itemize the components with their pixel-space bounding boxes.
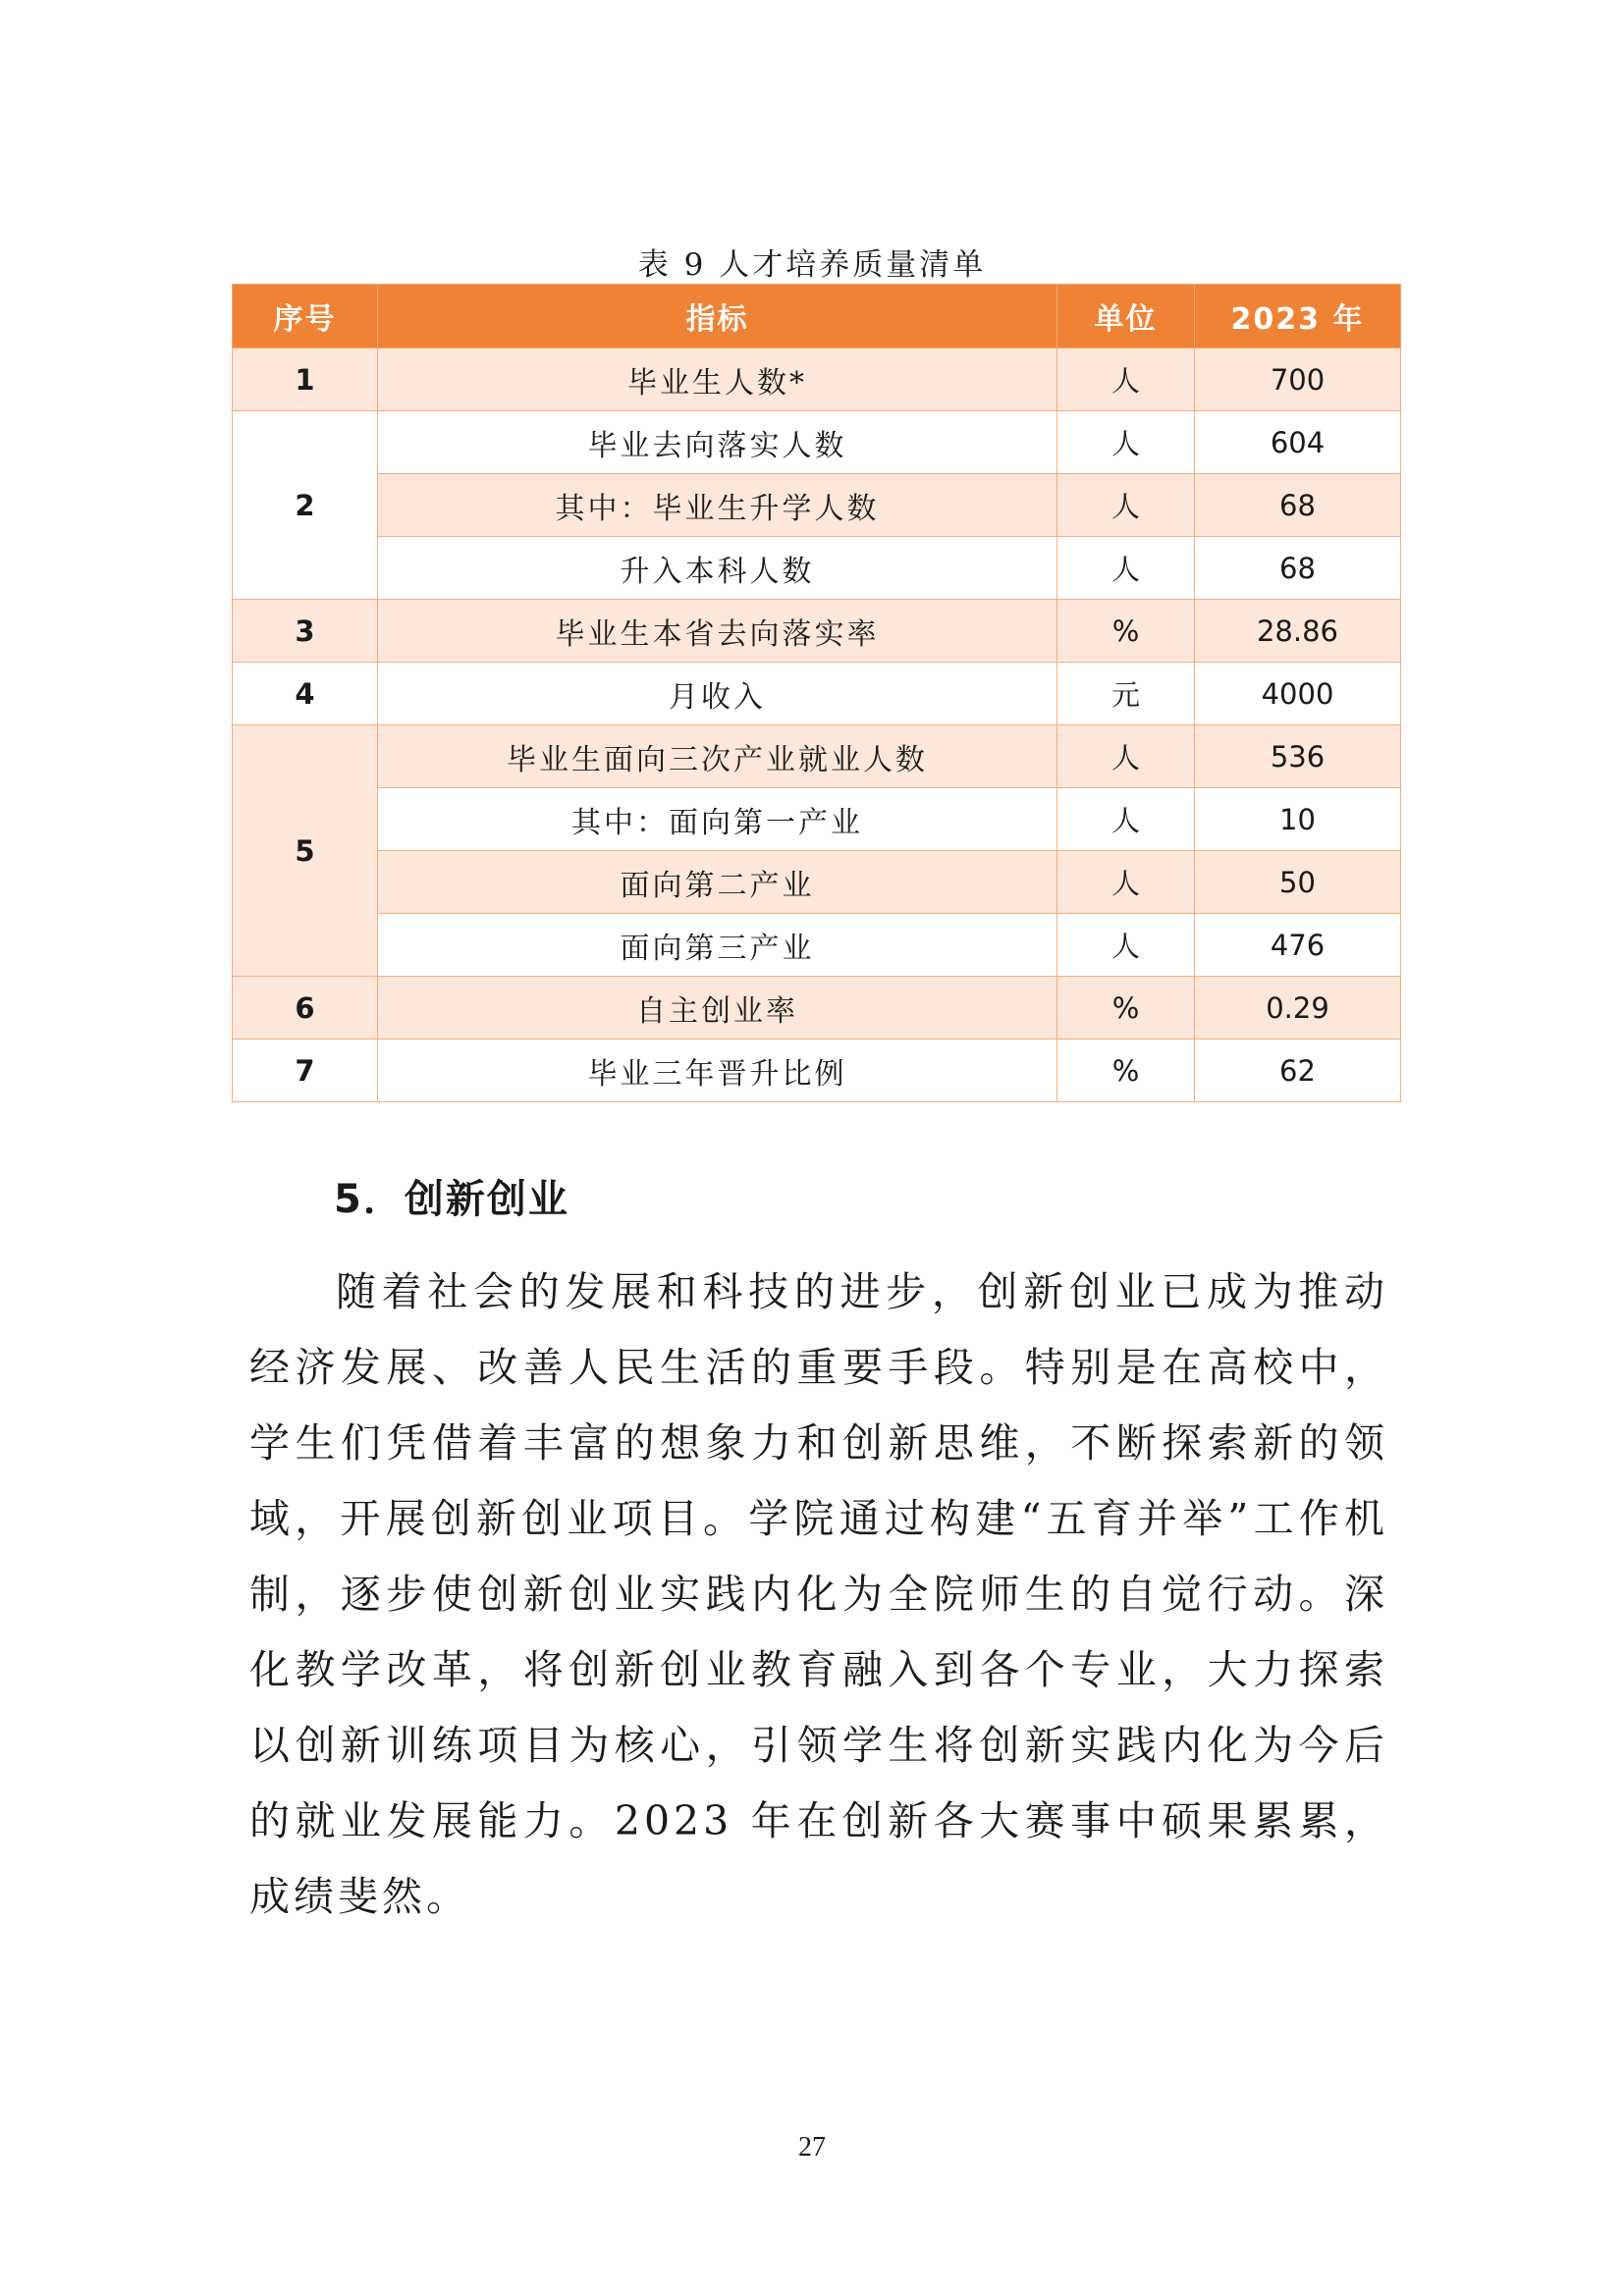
table-row (233, 977, 1401, 1040)
row-indicator: 毕业生人数* (378, 348, 1057, 411)
table-row (233, 1040, 1401, 1102)
row-unit: % (1057, 977, 1195, 1040)
row-no: 4 (233, 663, 378, 725)
row-value: 4000 (1195, 663, 1401, 725)
row-unit: 人 (1057, 725, 1195, 788)
row-indicator: 毕业三年晋升比例 (378, 1040, 1057, 1102)
row-indicator: 月收入 (378, 663, 1057, 725)
row-indicator: 面向第三产业 (378, 914, 1057, 977)
row-indicator: 升入本科人数 (378, 537, 1057, 600)
row-no: 5 (233, 725, 378, 977)
header-no: 序号 (233, 285, 378, 348)
row-value: 10 (1195, 788, 1401, 851)
row-value: 476 (1195, 914, 1401, 977)
row-unit: 人 (1057, 851, 1195, 914)
row-value: 604 (1195, 411, 1401, 474)
table-row (233, 914, 1401, 977)
row-indicator: 面向第二产业 (378, 851, 1057, 914)
row-unit: 人 (1057, 411, 1195, 474)
table-row (233, 411, 1401, 474)
row-value: 50 (1195, 851, 1401, 914)
header-unit: 单位 (1057, 285, 1195, 348)
table-header-row (233, 285, 1401, 348)
row-value: 28.86 (1195, 600, 1401, 663)
row-no: 6 (233, 977, 378, 1040)
row-unit: 人 (1057, 348, 1195, 411)
talent-quality-table (232, 284, 1401, 1102)
table-row (233, 537, 1401, 600)
row-unit: 人 (1057, 537, 1195, 600)
table-row (233, 851, 1401, 914)
row-value: 700 (1195, 348, 1401, 411)
table-row (233, 788, 1401, 851)
row-unit: % (1057, 600, 1195, 663)
row-unit: 人 (1057, 788, 1195, 851)
row-value: 0.29 (1195, 977, 1401, 1040)
table-row (233, 663, 1401, 725)
header-indicator: 指标 (378, 285, 1057, 348)
row-indicator: 其中：毕业生升学人数 (378, 474, 1057, 537)
row-indicator: 其中：面向第一产业 (378, 788, 1057, 851)
body-paragraph: 随着社会的发展和科技的进步，创新创业已成为推动经济发展、改善人民生活的重要手段。特别是在高校中，学生们凭借着丰富的想象力和创新思维，不断探索新的领域，开展创新创业项目。学院通过构建“五育并举”工作机制，逐步使创新创业实践内化为全院师生的自觉行动。深化教学改革，将创新创业教育融入到各个专业，大力探索以创新训练项目为核心，引领学生将创新实践内化为今后的就业发展能力。2023 年在创新各大赛事中硕果累累，成绩斐然。 (249, 1268, 1388, 1920)
section-heading: 5．创新创业 (334, 1177, 569, 1222)
row-unit: 元 (1057, 663, 1195, 725)
row-unit: 人 (1057, 914, 1195, 977)
header-year: 2023 年 (1195, 285, 1401, 348)
row-indicator: 毕业生本省去向落实率 (378, 600, 1057, 663)
row-value: 536 (1195, 725, 1401, 788)
row-no: 1 (233, 348, 378, 411)
row-no: 7 (233, 1040, 378, 1102)
row-unit: % (1057, 1040, 1195, 1102)
table-row (233, 600, 1401, 663)
row-value: 68 (1195, 537, 1401, 600)
row-indicator: 自主创业率 (378, 977, 1057, 1040)
row-indicator: 毕业生面向三次产业就业人数 (378, 725, 1057, 788)
row-value: 62 (1195, 1040, 1401, 1102)
row-indicator: 毕业去向落实人数 (378, 411, 1057, 474)
table-caption: 表 9 人才培养质量清单 (637, 247, 987, 283)
row-unit: 人 (1057, 474, 1195, 537)
row-no: 3 (233, 600, 378, 663)
row-value: 68 (1195, 474, 1401, 537)
table-row (233, 348, 1401, 411)
row-no: 2 (233, 411, 378, 600)
page-number: 27 (798, 2132, 826, 2163)
table-row (233, 474, 1401, 537)
table-row (233, 725, 1401, 788)
